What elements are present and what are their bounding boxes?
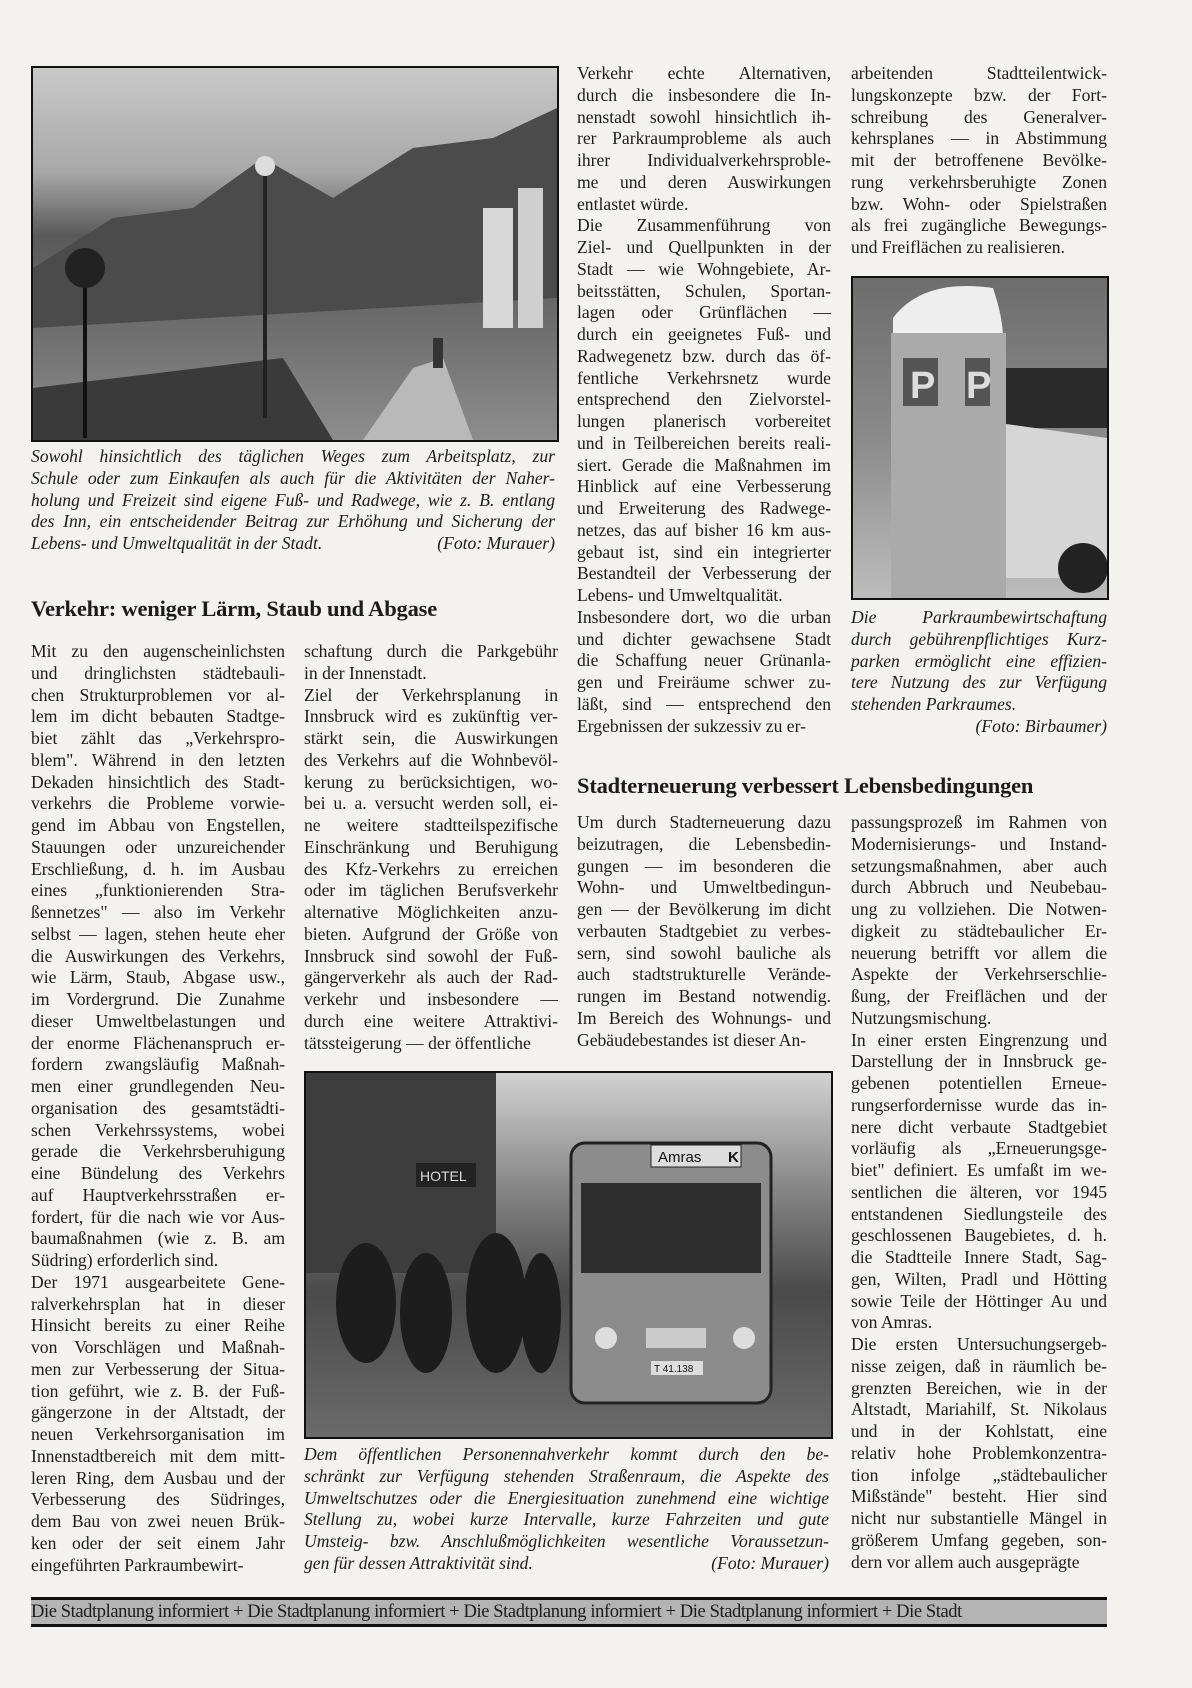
text-line: bei u. a. versucht werden soll, ei-: [304, 793, 558, 814]
text-line: schränkt zur Verfügung stehenden Straßenraum, die Aspekte des: [304, 1465, 829, 1486]
text-line: Ziel der Verkehrsplanung in: [304, 684, 558, 705]
text-line: Radwegenetz bzw. durch das öf-: [577, 345, 831, 366]
text-line: chen Strukturproblemen vor al-: [31, 684, 285, 705]
text-line: die Auswirkungen des Verkehrs,: [31, 945, 285, 966]
text-line: und dichter gewachsene Stadt: [577, 628, 831, 649]
text-line: rungen im Bestand notwendig.: [577, 986, 831, 1006]
text-line: Insbesondere dort, wo die urban: [577, 606, 831, 627]
text-line: beizutragen, die Lebensbedin-: [577, 833, 831, 854]
text-line: ken oder der seit einem Jahr: [31, 1532, 285, 1553]
text-line: digkeit zu städtebaulicher Er-: [851, 920, 1107, 941]
text-line: Südring) erforderlich sind.: [31, 1250, 219, 1270]
caption-last-line: gen für dessen Attraktivität sind.: [304, 1552, 533, 1573]
text-line: Wohn- und Umweltbedingun-: [577, 877, 831, 898]
text-line: größerem Umfang gegeben, son-: [851, 1529, 1107, 1550]
article-column-4b: [851, 812, 1107, 1573]
text-line: Dem öffentlichen Personennahverkehr kommt durch den be-: [304, 1444, 829, 1464]
text-line: Innsbruck wird es zukünftig ver-: [304, 706, 558, 727]
text-line: vorläufig als „Erneuerungsge-: [851, 1138, 1107, 1159]
parking-meter-illustration: [853, 278, 1107, 598]
text-line: Innenstadtbereich mit dem mitt-: [31, 1445, 285, 1466]
text-line: dern vor allem auch ausgeprägte: [851, 1551, 1080, 1572]
text-line: und dringlichsten städtebauli-: [31, 662, 285, 683]
text-line: Die ersten Untersuchungsergeb-: [851, 1334, 1107, 1354]
text-line: Erschließung, d. h. im Ausbau: [31, 858, 285, 879]
text-line: setzungsmaßnahmen, aber auch: [851, 855, 1107, 876]
text-line: lungskonzepte bzw. der Fort-: [851, 84, 1107, 105]
text-line: Mißstände" besteht. Hier sind: [851, 1486, 1107, 1507]
text-line: und Erweiterung des Radwege-: [577, 498, 831, 518]
text-line: bieten. Aufgrund der Größe von: [304, 923, 558, 944]
photo3-caption: [304, 1444, 829, 1575]
text-line: ihrer Individualverkehrsproble-: [577, 150, 831, 170]
text-line: Lebens- und Umweltqualität.: [577, 585, 783, 605]
text-line: nisse zeigen, daß in räumlich be-: [851, 1355, 1107, 1376]
text-line: Der 1971 ausgearbeitete Gene-: [31, 1271, 285, 1292]
text-line: Innsbruck sind sowohl der Fuß-: [304, 945, 558, 966]
text-line: durch die insbesondere die In-: [577, 84, 831, 105]
text-line: Dekaden hinsichtlich des Stadt-: [31, 771, 285, 792]
text-line: von Amras.: [851, 1312, 933, 1333]
text-line: fordern zwangsläufig Maßnah-: [31, 1054, 285, 1075]
text-line: rer Parkraumprobleme als auch: [577, 128, 831, 149]
photo-bus: [304, 1071, 833, 1439]
text-line: neuen Verkehrsorganisation im: [31, 1424, 285, 1444]
text-line: gen, Wilten, Pradl und Hötting: [851, 1268, 1107, 1289]
text-line: wie Lärm, Staub, Abgase usw.,: [31, 967, 285, 988]
text-line: verkehr und insbesondere —: [304, 989, 558, 1009]
photo-parking-meter: [851, 276, 1109, 600]
text-line: Umweltschutzes oder die Energiesituation zunehmend eine wichtige: [304, 1487, 829, 1508]
text-line: im Vordergrund. Die Zunahme: [31, 989, 285, 1009]
text-line: der enorme Flächenanspruch er-: [31, 1032, 285, 1053]
text-line: die Schaffung neuer Grünanla-: [577, 650, 831, 671]
caption-last-line: Lebens- und Umweltqualität in der Stadt.: [31, 533, 323, 553]
text-line: biet" definiert. Es umfaßt im we-: [851, 1160, 1107, 1180]
text-line: tion geführt, wie z. B. der Fuß-: [31, 1380, 285, 1401]
text-line: alternative Möglichkeiten anzu-: [304, 902, 558, 922]
text-line: Darstellung der in Innsbruck ge-: [851, 1051, 1107, 1072]
text-line: durch ein geeignetes Fuß- und: [577, 324, 831, 344]
text-line: gebenen potentiellen Erneue-: [851, 1073, 1107, 1093]
text-line: Stadt — wie Wohngebiete, Ar-: [577, 258, 831, 279]
text-line: verbauten Stadtgebiet zu verbes-: [577, 920, 831, 941]
text-line: leren Ring, dem Ausbau und der: [31, 1467, 285, 1488]
text-line: stärkt sein, die Auswirkungen: [304, 728, 558, 748]
text-line: lem im dicht bebauten Stadtge-: [31, 706, 285, 727]
text-line: des Kfz-Verkehrs zu erreichen: [304, 858, 558, 879]
text-line: Modernisierungs- und Instand-: [851, 833, 1107, 854]
text-line: läßt, sind — entsprechend den: [577, 693, 831, 714]
text-line: Nutzungsmischung.: [851, 1007, 992, 1028]
text-line: die Stadtteile Innere Stadt, Sag-: [851, 1247, 1107, 1267]
svg-text:K: K: [728, 1149, 739, 1166]
text-line: Die Parkraumbewirtschaftung: [851, 607, 1107, 627]
text-line: siert. Gerade die Maßnahmen im: [577, 454, 831, 475]
article-column-3b: [577, 812, 831, 1051]
text-line: entsprechend den Zielvorstel-: [577, 389, 831, 410]
text-line: von Vorschlägen und Maßnah-: [31, 1337, 285, 1357]
text-line: sowie Teile der Höttinger Au und: [851, 1290, 1107, 1311]
text-line: auf Hauptverkehrsstraßen er-: [31, 1184, 285, 1205]
text-line: mit der betroffenene Bevölke-: [851, 150, 1107, 170]
text-line: ralverkehrsplan hat in dieser: [31, 1293, 285, 1314]
text-line: ne weitere stadtteilspezifische: [304, 815, 558, 835]
text-line: schen Verkehrssystems, wobei: [31, 1119, 285, 1140]
text-line: relativ hohe Problemkonzentra-: [851, 1442, 1107, 1463]
text-line: netzes, das auf bisher 16 km aus-: [577, 519, 831, 540]
text-line: nenstadt sowohl hinsichtlich ih-: [577, 106, 831, 127]
text-line: bzw. Wohn- oder Spielstraßen: [851, 193, 1107, 214]
text-line: als frei zugängliche Bewegungs-: [851, 215, 1107, 236]
text-line: men einer grundlegenden Neu-: [31, 1076, 285, 1096]
photo-credit: (Foto: Murauer): [437, 533, 555, 553]
text-line: geschlossenen Baugebietes, d. h.: [851, 1225, 1107, 1246]
text-line: entlastet würde.: [577, 193, 689, 214]
text-line: Stauungen oder unzureichender: [31, 836, 285, 857]
text-line: kehrsplanes — in Abstimmung: [851, 128, 1107, 149]
text-line: Hinsicht bereits zu einer Reihe: [31, 1315, 285, 1336]
article-column-2: [304, 641, 558, 1054]
text-line: gängerverkehr als auch der Rad-: [304, 967, 558, 988]
text-line: Umsteig- bzw. Anschlußmöglichkeiten wesentliche Voraussetzun-: [304, 1531, 829, 1551]
text-line: Um durch Stadterneuerung dazu: [577, 812, 831, 832]
text-line: des Verkehrs auf die Wohnbevöl-: [304, 749, 558, 770]
text-line: arbeitenden Stadtteilentwick-: [851, 63, 1107, 83]
text-line: dem Bau von zwei neuen Brük-: [31, 1511, 285, 1531]
text-line: eines „funktionierenden Stra-: [31, 880, 285, 901]
text-line: gungen — im besonderen die: [577, 855, 831, 876]
svg-text:HOTEL: HOTEL: [420, 1168, 467, 1184]
text-line: parken ermöglicht eine effizien-: [851, 650, 1107, 671]
photo1-caption: [31, 446, 555, 555]
text-line: fentliche Verkehrsnetz wurde: [577, 367, 831, 388]
svg-text:T 41.138: T 41.138: [654, 1364, 694, 1375]
text-line: auch stadtstrukturelle Verände-: [577, 964, 831, 985]
text-line: organisation des gesamtstädti-: [31, 1097, 285, 1118]
text-line: Ziel- und Quellpunkten in der: [577, 237, 831, 257]
landscape-illustration: [33, 68, 557, 440]
text-line: durch Abbruch und Neubebau-: [851, 877, 1107, 898]
text-line: gängerzone in der Altstadt, der: [31, 1402, 285, 1423]
text-line: passungsprozeß im Rahmen von: [851, 812, 1107, 832]
text-line: und in der Kohlstatt, eine: [851, 1421, 1107, 1441]
text-line: ßennetzes" — also im Verkehr: [31, 902, 285, 922]
text-line: entstandenen Siedlungsteile des: [851, 1203, 1107, 1224]
text-line: neuerung betrifft vor allem die: [851, 942, 1107, 963]
article-column-3: [577, 63, 831, 737]
text-line: dieser Umweltbelastungen und: [31, 1010, 285, 1031]
text-line: gen — der Bevölkerung im dicht: [577, 899, 831, 919]
text-line: durch eine weitere Attraktivi-: [304, 1010, 558, 1031]
text-line: sern, sind sowohl bauliche als: [577, 942, 831, 963]
text-line: Im Bereich des Wohnungs- und: [577, 1007, 831, 1028]
photo-bike-path: [31, 66, 559, 442]
text-line: rung verkehrsberuhigte Zonen: [851, 171, 1107, 192]
text-line: Hinblick auf eine Verbesserung: [577, 476, 831, 497]
text-line: Schule oder zum Einkaufen als auch für die Aktivitäten der Naher-: [31, 467, 555, 488]
text-line: ung zu vollziehen. Die Notwen-: [851, 899, 1107, 919]
text-line: Einschränkung und Beruhigung: [304, 836, 558, 857]
text-line: kerung zu berücksichtigen, wo-: [304, 771, 558, 792]
text-line: tere Nutzung des zur Verfügung: [851, 672, 1107, 693]
text-line: gen und Freiräume schwer zu-: [577, 672, 831, 692]
section-heading-urban-renewal: Stadterneuerung verbessert Lebensbedingungen: [577, 773, 1034, 798]
text-line: und in Teilbereichen bereits reali-: [577, 432, 831, 453]
text-line: selbst — lagen, stehen heute eher: [31, 923, 285, 944]
caption-last-line: stehenden Parkraumes.: [851, 694, 1017, 714]
svg-text:Amras: Amras: [658, 1149, 702, 1166]
text-line: lungen planerisch vorbereitet: [577, 411, 831, 431]
text-line: Gebäudebestandes ist dieser An-: [577, 1029, 807, 1050]
text-line: In einer ersten Eingrenzung und: [851, 1029, 1107, 1050]
text-line: oder im täglichen Berufsverkehr: [304, 880, 558, 901]
text-line: ßung, der Freiflächen und der: [851, 986, 1107, 1006]
text-line: blem". Während in den letzten: [31, 749, 285, 770]
text-line: rungserfordernisse wurde das in-: [851, 1094, 1107, 1115]
text-line: nere dicht verbaute Stadtgebiet: [851, 1116, 1107, 1137]
article-column-4: [851, 63, 1107, 259]
text-line: verkehrs die Probleme vorwie-: [31, 793, 285, 814]
text-line: Aspekte der Verkehrserschlie-: [851, 964, 1107, 985]
text-line: durch gebührenpflichtiges Kurz-: [851, 628, 1107, 649]
text-line: grenzten Bereichen, wie in der: [851, 1377, 1107, 1398]
text-line: in der Innenstadt.: [304, 662, 427, 683]
text-line: Die Zusammenführung von: [577, 215, 831, 236]
text-line: tion infolge „städtebaulicher: [851, 1464, 1107, 1485]
photo-credit: (Foto: Birbaumer): [975, 715, 1107, 736]
article-column-1: [31, 641, 285, 1576]
text-line: Verkehr echte Alternativen,: [577, 63, 831, 83]
text-line: schaftung durch die Parkgebühr: [304, 641, 558, 661]
text-line: Verbesserung des Südringes,: [31, 1489, 285, 1510]
section-heading-traffic: Verkehr: weniger Lärm, Staub und Abgase: [31, 596, 437, 621]
photo2-caption: [851, 607, 1107, 738]
caption-lines: [31, 446, 555, 533]
text-line: Mit zu den augenscheinlichsten: [31, 641, 285, 661]
text-line: gend im Abbau von Engstellen,: [31, 815, 285, 835]
text-line: gerade die Verkehrsberuhigung: [31, 1141, 285, 1162]
text-line: tätssteigerung — der öffentliche: [304, 1032, 531, 1053]
text-line: Bestandteil der Verbesserung der: [577, 563, 831, 584]
text-line: und Freiflächen zu realisieren.: [851, 237, 1065, 257]
text-line: sentlichen die älteren, vor 1945: [851, 1181, 1107, 1202]
footer-banner: Die Stadtplanung informiert + Die Stadtplanung informiert + Die Stadtplanung informiert + Die Stadtplanung informiert + Die Stadt: [31, 1597, 1107, 1627]
svg-text:P: P: [966, 365, 992, 407]
photo-credit: (Foto: Murauer): [711, 1552, 829, 1573]
text-line: Stellung zu, wobei kurze Intervalle, kurze Fahrzeiten und gute: [304, 1509, 829, 1530]
text-line: Ergebnissen der sukzessiv zu er-: [577, 715, 806, 736]
text-line: holung und Freizeit sind eigene Fuß- und Radwege, wie z. B. entlang: [31, 489, 555, 510]
text-line: beitsstätten, Schulen, Sportan-: [577, 280, 831, 301]
text-line: nicht nur substantielle Mängel in: [851, 1508, 1107, 1528]
bus-street-illustration: [306, 1073, 831, 1437]
text-line: lagen oder Grünflächen —: [577, 302, 831, 323]
text-line: des Inn, ein entscheidender Beitrag zur Erhöhung und Sicherung der: [31, 511, 555, 532]
text-line: eingeführten Parkraumbewirt-: [31, 1554, 244, 1575]
text-line: baumaßnahmen (wie z. B. am: [31, 1228, 285, 1249]
text-line: fordert, für die nach wie vor Aus-: [31, 1206, 285, 1227]
text-line: me und deren Auswirkungen: [577, 171, 831, 192]
text-line: Sowohl hinsichtlich des täglichen Weges zum Arbeitsplatz, zur: [31, 446, 555, 466]
text-line: schreibung des Generalver-: [851, 106, 1107, 127]
text-line: men zur Verbesserung der Situa-: [31, 1358, 285, 1379]
text-line: biet zählt das „Verkehrspro-: [31, 728, 285, 748]
text-line: gebaut ist, sind ein integrierter: [577, 541, 831, 562]
text-line: Altstadt, Mariahilf, St. Nikolaus: [851, 1399, 1107, 1420]
svg-text:P: P: [910, 365, 936, 407]
text-line: eine Bündelung des Verkehrs: [31, 1163, 285, 1183]
